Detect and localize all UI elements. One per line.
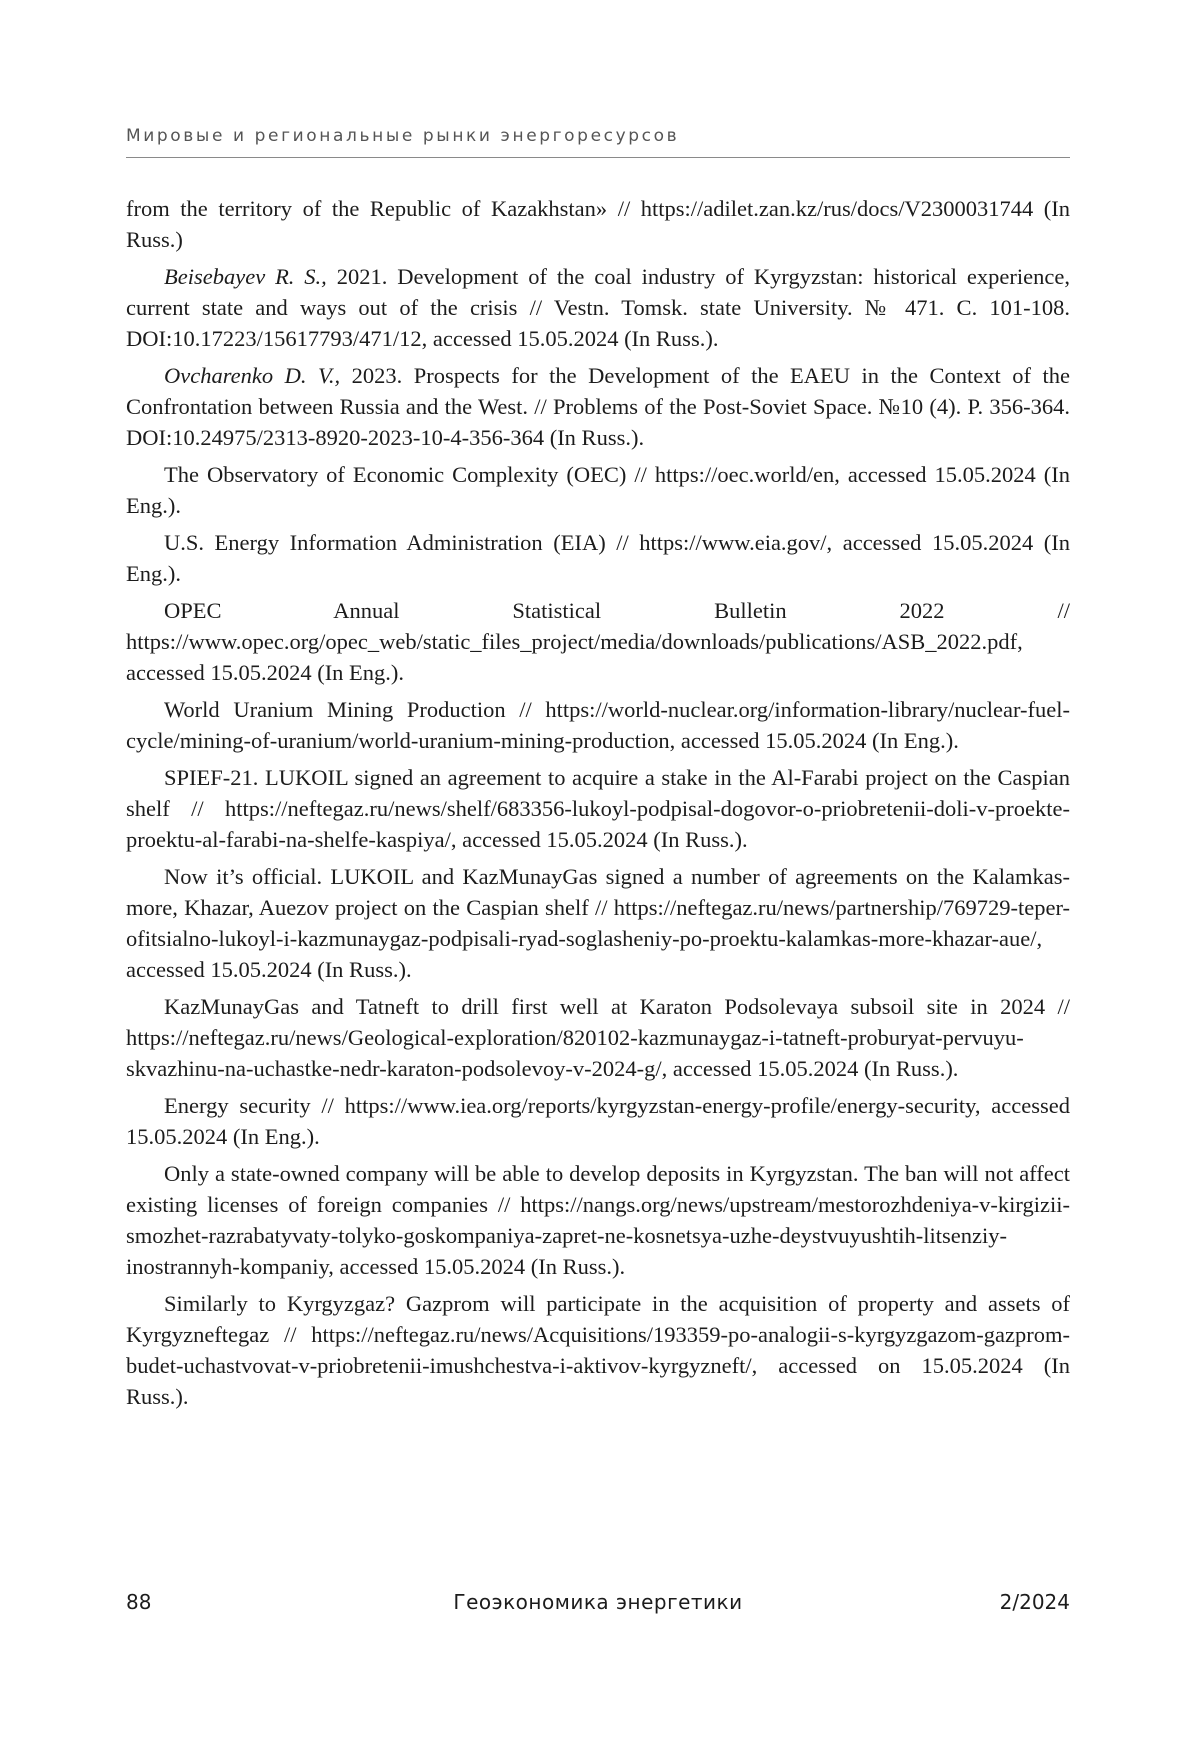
- reference-text: Similarly to Kyrgyzgaz? Gazprom will participate in the acquisition of property and assets of Kyrgyzneftegaz // https://neftegaz.ru/news/Acquisitions/193359-po-analogii-s-kyrgyzgazom-gazprom-budet-uchastvovat-v-priobretenii-imushchestva-i-aktivov-kyrgyzneft/, accessed on 15.05.2024 (In Russ.).: [126, 1291, 1070, 1409]
- reference-text: SPIEF-21. LUKOIL signed an agreement to acquire a stake in the Al-Farabi project on the Caspian shelf // https://neftegaz.ru/news/shelf/683356-lukoyl-podpisal-dogovor-o-priobretenii-doli-v-proekte-proektu-al-farabi-na-shelfe-kaspiya/, accessed 15.05.2024 (In Russ.).: [126, 765, 1070, 852]
- reference-item: [126, 595, 1070, 688]
- reference-item: [126, 1090, 1070, 1152]
- reference-text: KazMunayGas and Tatneft to drill first well at Karaton Podsolevaya subsoil site in 2024 // https://neftegaz.ru/news/Geological-exploration/820102-kazmunaygaz-i-tatneft-proburyat-pervuyu-skvazhinu-na-uchastke-nedr-karaton-podsolevoy-v-2024-g/, accessed 15.05.2024 (In Russ.).: [126, 994, 1070, 1081]
- header-divider: [126, 157, 1070, 158]
- page-footer: [126, 1590, 1070, 1620]
- reference-text: OPEC Annual Statistical Bulletin 2022 // https://www.opec.org/opec_web/static_files_project/media/downloads/publications/ASB_2022.pdf, accessed 15.05.2024 (In Eng.).: [126, 598, 1070, 685]
- reference-text: from the territory of the Republic of Kazakhstan» // https://adilet.zan.kz/rus/docs/V2300031744 (In Russ.): [126, 196, 1070, 252]
- reference-item: [126, 1288, 1070, 1412]
- reference-text: Only a state-owned company will be able to develop deposits in Kyrgyzstan. The ban will not affect existing licenses of foreign companies // https://nangs.org/news/upstream/mestorozhdeniya-v-kirgizii-smozhet-razrabatyvaty-tolyko-goskompaniya-zapret-ne-kosnetsya-uzhe-deystvuyushtih-litsenziy-inostrannyh-kompaniy, accessed 15.05.2024 (In Russ.).: [126, 1161, 1070, 1279]
- reference-item: [126, 261, 1070, 354]
- reference-author: Beisebayev R. S.,: [164, 264, 327, 289]
- reference-text: World Uranium Mining Production // https://world-nuclear.org/information-library/nuclear-fuel-cycle/mining-of-uranium/world-uranium-mining-production, accessed 15.05.2024 (In Eng.).: [126, 697, 1070, 753]
- reference-text: 2021. Development of the coal industry of Kyrgyzstan: historical experience, current state and ways out of the crisis // Vestn. Tomsk. state University. № 471. C. 101-108. DOI:10.17223/15617793/471/12, accessed 15.05.2024 (In Russ.).: [126, 264, 1070, 351]
- reference-item: [126, 360, 1070, 453]
- reference-item: [126, 991, 1070, 1084]
- running-head: Мировые и региональные рынки энергоресурсов: [126, 126, 680, 146]
- journal-name: Геоэкономика энергетики: [453, 1590, 743, 1614]
- reference-item: [126, 762, 1070, 855]
- page-number: 88: [126, 1590, 152, 1614]
- reference-item: [126, 459, 1070, 521]
- reference-text: Energy security // https://www.iea.org/reports/kyrgyzstan-energy-profile/energy-security, accessed 15.05.2024 (In Eng.).: [126, 1093, 1070, 1149]
- reference-item: [126, 193, 1070, 255]
- reference-text: 2023. Prospects for the Development of the EAEU in the Context of the Confrontation between Russia and the West. // Problems of the Post-Soviet Space. №10 (4). P. 356-364. DOI:10.24975/2313-8920-2023-10-4-356-364 (In Russ.).: [126, 363, 1070, 450]
- reference-item: [126, 1158, 1070, 1282]
- reference-text: The Observatory of Economic Complexity (OEC) // https://oec.world/en, accessed 15.05.2024 (In Eng.).: [126, 462, 1070, 518]
- reference-text: U.S. Energy Information Administration (EIA) // https://www.eia.gov/, accessed 15.05.2024 (In Eng.).: [126, 530, 1070, 586]
- reference-author: Ovcharenko D. V.,: [164, 363, 341, 388]
- issue-number: 2/2024: [999, 1590, 1070, 1614]
- reference-item: [126, 527, 1070, 589]
- reference-item: [126, 861, 1070, 985]
- reference-text: Now it’s official. LUKOIL and KazMunayGas signed a number of agreements on the Kalamkas-more, Khazar, Auezov project on the Caspian shelf // https://neftegaz.ru/news/partnership/769729-teper-ofitsialno-lukoyl-i-kazmunaygaz-podpisali-ryad-soglasheniy-po-proektu-kalamkas-more-khazar-aue/, accessed 15.05.2024 (In Russ.).: [126, 864, 1070, 982]
- reference-item: [126, 694, 1070, 756]
- reference-list: [126, 193, 1070, 1418]
